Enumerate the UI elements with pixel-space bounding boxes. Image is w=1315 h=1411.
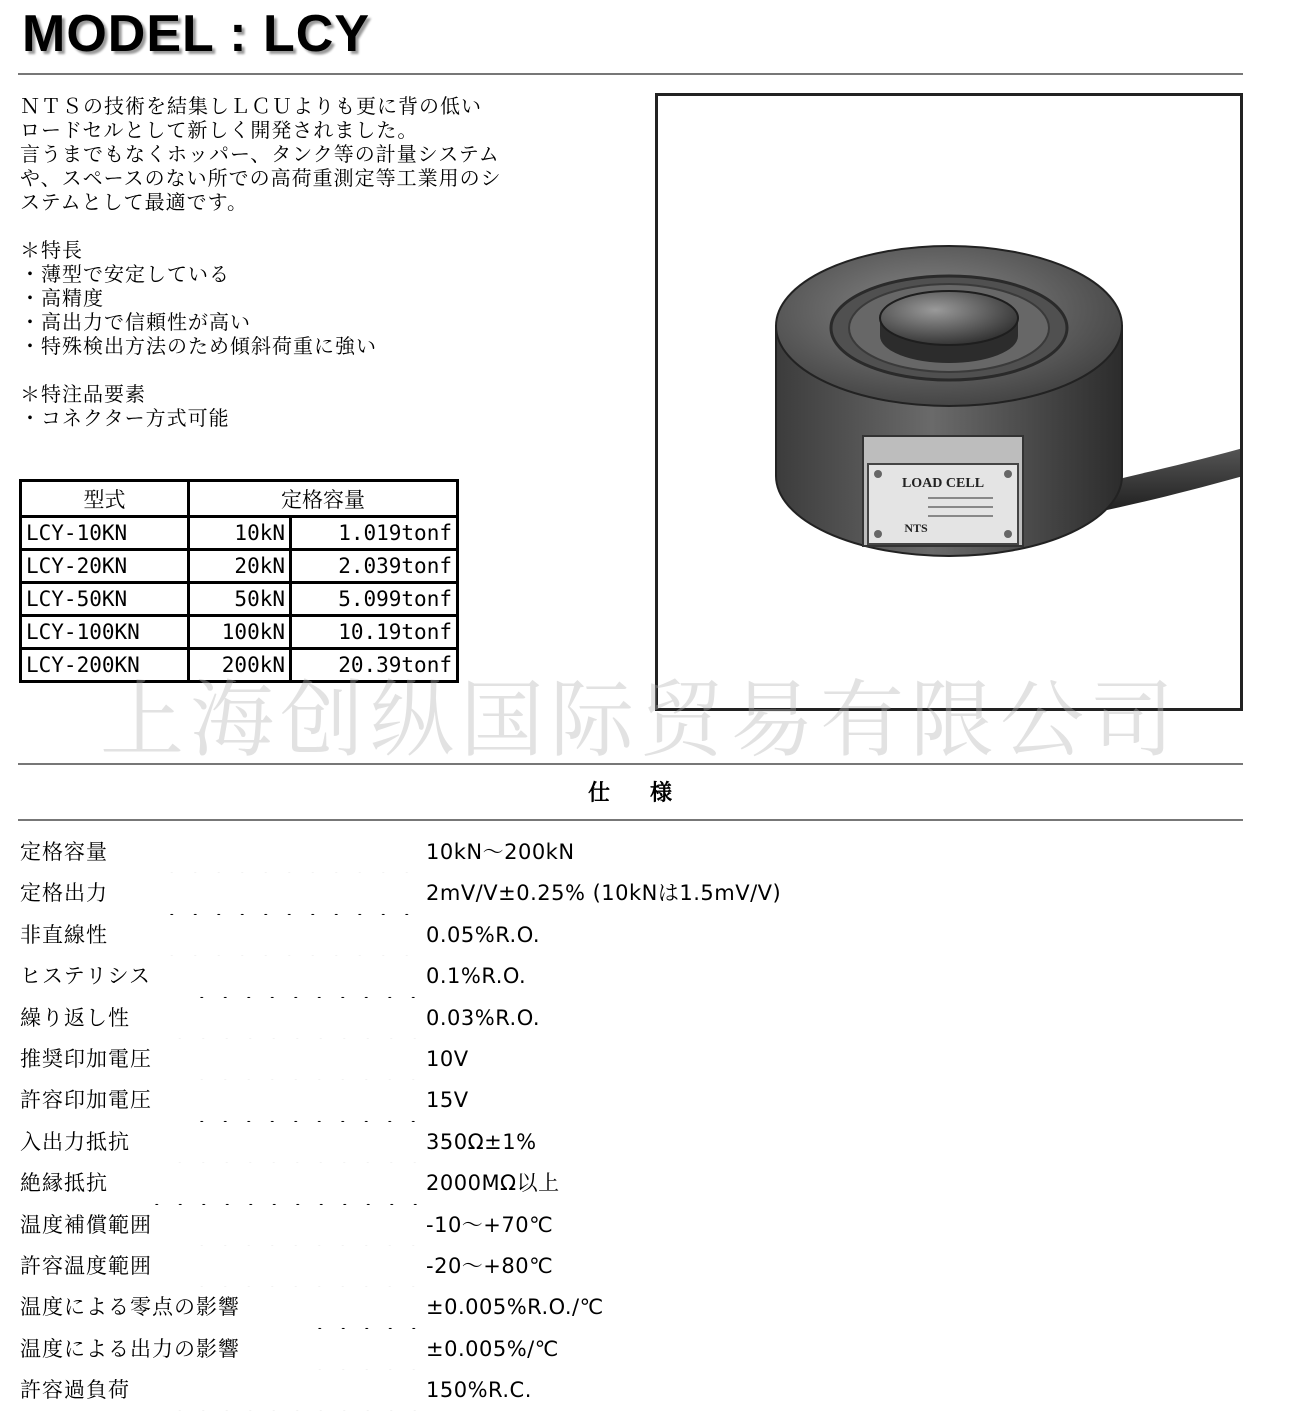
cell-kn: 100kN [189,616,291,649]
dot-leader [160,873,420,914]
spec-value: 2000MΩ以上 [426,1171,560,1196]
table-row [21,517,458,550]
models-table [19,479,459,683]
spec-row [20,1039,1240,1080]
spec-label: 定格出力 [20,881,108,906]
spec-label: 許容温度範囲 [20,1253,152,1278]
spec-label: 定格容量 [20,840,108,864]
spec-value: 10kN～200kN [426,840,575,864]
cell-kn: 50kN [189,583,291,616]
description-line: ステムとして最適です。 [20,190,248,214]
cell-tonf: 1.019tonf [291,517,458,550]
divider-specs-top [18,763,1243,765]
dot-leader [190,1039,420,1080]
feature-item: ・高出力で信頼性が高い [20,310,251,334]
spec-row [20,1287,1240,1328]
spec-value: 150%R.C. [426,1378,532,1403]
cell-model: LCY-20KN [21,550,189,583]
spec-row [20,1205,1240,1246]
header-capacity: 定格容量 [189,481,458,517]
spec-label: 推奨印加電圧 [20,1046,152,1071]
header-model: 型式 [21,481,189,517]
features-heading: ＊特長 [20,238,83,262]
plate-brand: NTS [904,521,928,535]
page-title: MODEL : LCY [22,5,371,63]
spec-value: 0.1%R.O. [426,964,527,989]
spacer [20,358,620,382]
description-line: や、スペースのない所での高荷重測定等工業用のシ [20,166,502,190]
dot-leader [190,1205,420,1246]
spec-value: ±0.005%/℃ [426,1336,559,1361]
cell-tonf: 5.099tonf [291,583,458,616]
dot-leader [168,1370,420,1411]
spec-label: 繰り返し性 [20,1005,130,1030]
spec-row [20,873,1240,914]
spec-value: 2mV/V±0.25% (10kNは1.5mV/V) [426,881,782,906]
spec-row [20,1329,1240,1370]
cell-model: LCY-50KN [21,583,189,616]
spec-label: 許容過負荷 [20,1378,130,1403]
intro-text [20,94,620,430]
spec-row [20,832,1240,873]
spec-value: 350Ω±1% [426,1129,537,1154]
plate-title: LOAD CELL [901,476,985,491]
cell-tonf: 10.19tonf [291,616,458,649]
spec-value: -20～+80℃ [426,1253,554,1278]
divider-top [18,73,1243,75]
feature-item: ・薄型で安定している [20,262,230,286]
cell-kn: 200kN [189,649,291,682]
spec-label: 温度補償範囲 [20,1212,152,1237]
cell-model: LCY-100KN [21,616,189,649]
cell-model: LCY-10KN [21,517,189,550]
spec-value: 0.03%R.O. [426,1005,541,1030]
spec-label: ヒステリシス [20,964,151,989]
specs-heading: 仕様 [587,781,712,806]
spec-label: 温度による出力の影響 [20,1336,240,1361]
option-item: ・コネクター方式可能 [20,406,230,430]
dot-leader [168,998,420,1039]
table-row [21,550,458,583]
dot-leader [190,956,420,997]
table-row [21,616,458,649]
load-cell-illustration [658,96,1240,708]
spec-value: 10V [426,1046,469,1071]
spec-value: ±0.005%R.O./℃ [426,1295,604,1320]
description-line: ＮＴＳの技術を結集しＬＣＵよりも更に背の低い [20,94,482,118]
description-line: 言うまでもなくホッパー、タンク等の計量システム [20,142,500,166]
spec-row [20,1122,1240,1163]
spec-row [20,915,1240,956]
spec-row [20,1080,1240,1121]
spec-value: -10～+70℃ [426,1212,554,1237]
feature-item: ・特殊検出方法のため傾斜荷重に強い [20,334,377,358]
spec-label: 非直線性 [20,922,108,947]
spec-row [20,1246,1240,1287]
cell-tonf: 20.39tonf [291,649,458,682]
spec-row [20,956,1240,997]
cell-tonf: 2.039tonf [291,550,458,583]
load-cell-photo [655,93,1243,711]
dot-leader [190,1246,420,1287]
dot-leader [160,915,420,956]
spec-row [20,1163,1240,1204]
dot-leader [168,1122,420,1163]
spec-row [20,1370,1240,1411]
options-heading: ＊特注品要素 [20,382,146,406]
description-line: ロードセルとして新しく開発されました。 [20,118,419,142]
cell-kn: 10kN [189,517,291,550]
cell-kn: 20kN [189,550,291,583]
dot-leader [308,1287,420,1328]
watermark-text: 上海创纵国际贸易有限公司 [100,671,1181,769]
dot-leader [160,832,420,873]
dot-leader [308,1329,420,1370]
table-row [21,583,458,616]
spec-value: 15V [426,1088,469,1113]
spacer [20,214,620,238]
spec-label: 入出力抵抗 [20,1129,130,1154]
spec-label: 温度による零点の影響 [20,1295,240,1320]
table-header-row [21,481,458,517]
specs-list [20,832,1240,1411]
divider-specs-bottom [18,819,1243,821]
dot-leader [145,1163,420,1204]
spec-label: 絶縁抵抗 [20,1171,108,1196]
spec-row [20,998,1240,1039]
spec-value: 0.05%R.O. [426,922,541,947]
dot-leader [190,1080,420,1121]
cell-model: LCY-200KN [21,649,189,682]
feature-item: ・高精度 [20,286,104,310]
spec-label: 許容印加電圧 [20,1088,152,1113]
